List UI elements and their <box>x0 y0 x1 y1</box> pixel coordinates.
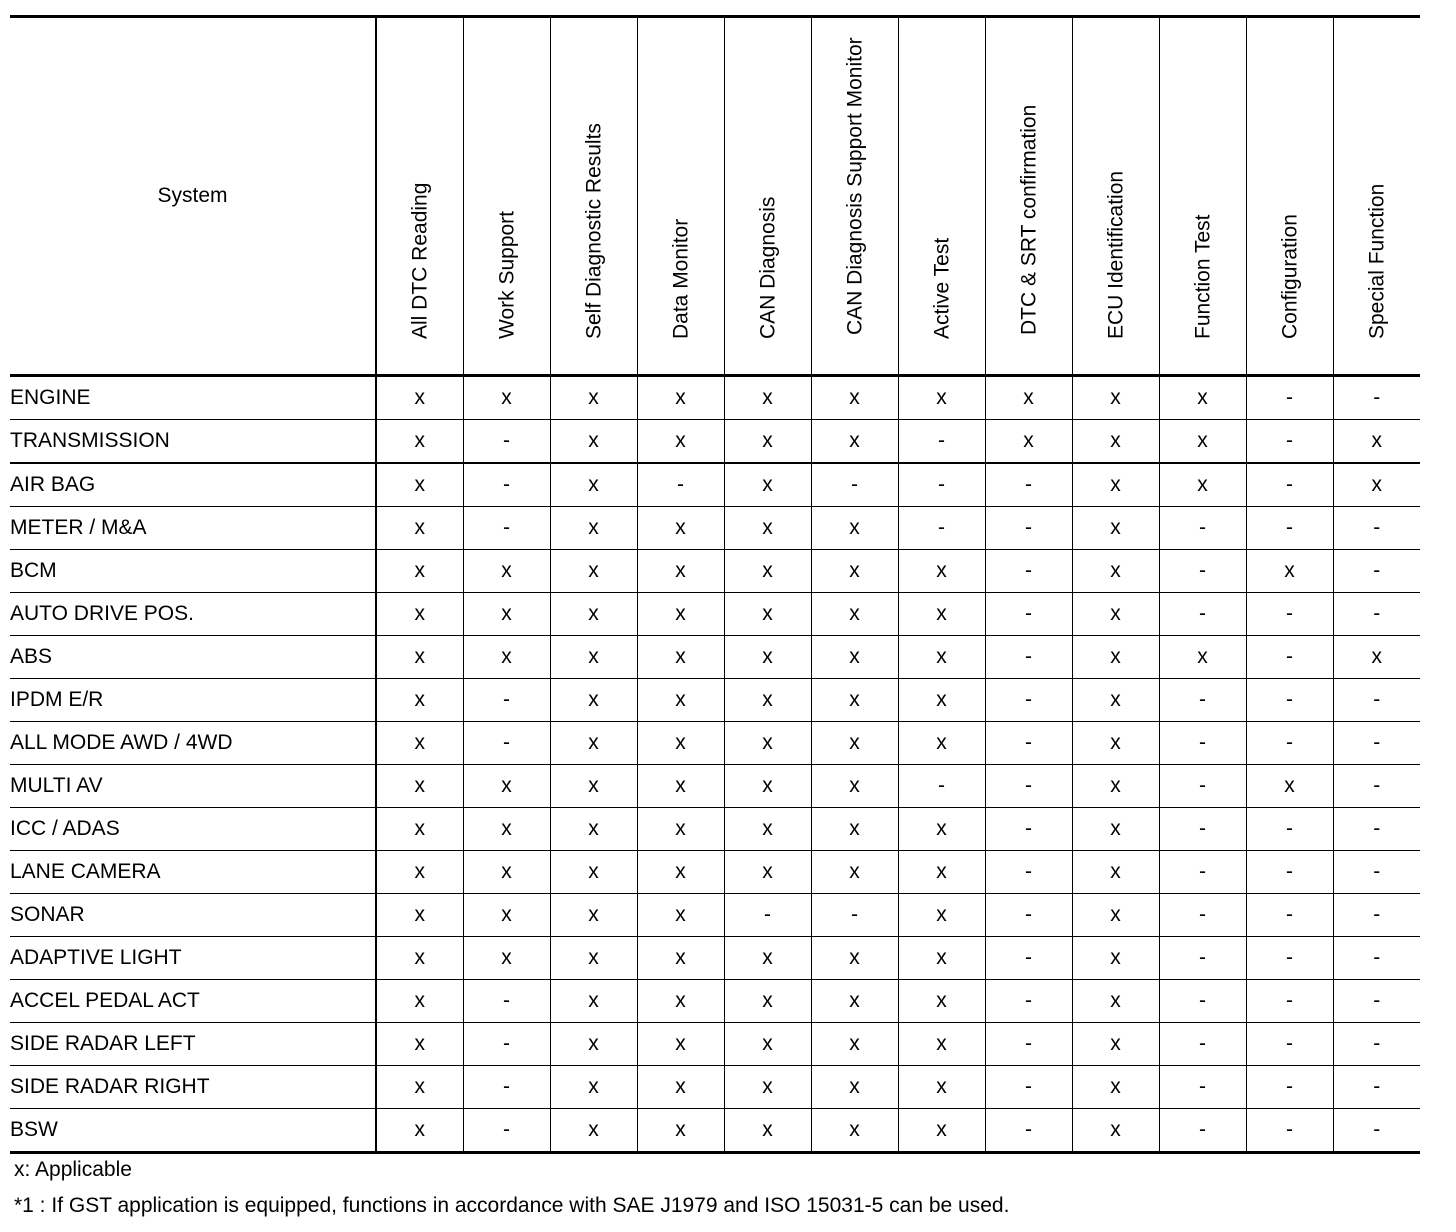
function-availability-cell: x <box>463 765 550 808</box>
function-availability-cell: x <box>1072 463 1159 507</box>
function-availability-cell: - <box>1159 550 1246 593</box>
function-availability-cell: x <box>550 894 637 937</box>
function-availability-cell: x <box>637 679 724 722</box>
function-availability-cell: x <box>376 1109 463 1153</box>
function-availability-cell: - <box>1246 463 1333 507</box>
function-availability-cell: x <box>1072 636 1159 679</box>
function-availability-cell: - <box>985 1023 1072 1066</box>
function-availability-cell: x <box>376 765 463 808</box>
column-header-ecu-identification: ECU Identification <box>1072 17 1159 376</box>
function-availability-cell: x <box>1072 376 1159 420</box>
function-availability-cell: x <box>550 507 637 550</box>
function-availability-cell: x <box>985 376 1072 420</box>
function-availability-cell: - <box>463 1023 550 1066</box>
function-availability-cell: - <box>898 765 985 808</box>
function-availability-cell: x <box>376 851 463 894</box>
function-availability-cell: - <box>1333 1023 1420 1066</box>
column-header-dtc-srt-confirmation: DTC & SRT confirmation <box>985 17 1072 376</box>
function-availability-cell: - <box>1159 1023 1246 1066</box>
function-availability-cell: - <box>463 463 550 507</box>
function-availability-cell: x <box>550 808 637 851</box>
function-availability-cell: - <box>1333 722 1420 765</box>
table-row <box>10 376 1420 420</box>
function-availability-cell: - <box>985 937 1072 980</box>
function-availability-cell: x <box>637 808 724 851</box>
function-availability-cell: x <box>898 980 985 1023</box>
table-row <box>10 894 1420 937</box>
function-availability-cell: x <box>1246 765 1333 808</box>
system-name-cell: TRANSMISSION <box>10 420 376 464</box>
function-availability-cell: - <box>985 636 1072 679</box>
function-availability-cell: x <box>898 894 985 937</box>
function-availability-cell: x <box>898 550 985 593</box>
function-availability-cell: x <box>724 593 811 636</box>
function-availability-cell: x <box>637 722 724 765</box>
function-availability-cell: x <box>463 376 550 420</box>
function-availability-cell: x <box>550 765 637 808</box>
function-availability-cell: x <box>1072 507 1159 550</box>
function-availability-cell: - <box>1159 679 1246 722</box>
function-availability-cell: - <box>1333 894 1420 937</box>
function-availability-cell: - <box>1159 894 1246 937</box>
function-availability-cell: x <box>1072 980 1159 1023</box>
table-row <box>10 1066 1420 1109</box>
column-header-self-diagnostic-results: Self Diagnostic Results <box>550 17 637 376</box>
function-availability-cell: x <box>811 507 898 550</box>
function-availability-cell: x <box>376 1066 463 1109</box>
function-availability-cell: - <box>724 894 811 937</box>
table-row <box>10 765 1420 808</box>
function-availability-cell: x <box>724 765 811 808</box>
column-header-can-diagnosis-support-monitor: CAN Diagnosis Support Monitor <box>811 17 898 376</box>
function-availability-cell: x <box>724 980 811 1023</box>
function-availability-cell: x <box>637 1023 724 1066</box>
function-availability-cell: - <box>1159 765 1246 808</box>
function-availability-cell: x <box>637 376 724 420</box>
function-availability-cell: - <box>1246 1109 1333 1153</box>
function-availability-cell: x <box>898 851 985 894</box>
table-row <box>10 463 1420 507</box>
function-availability-cell: x <box>898 376 985 420</box>
function-availability-cell: x <box>376 376 463 420</box>
table-row <box>10 507 1420 550</box>
function-availability-cell: - <box>1159 937 1246 980</box>
function-availability-cell: - <box>1159 851 1246 894</box>
function-availability-cell: x <box>811 980 898 1023</box>
function-availability-cell: - <box>463 507 550 550</box>
function-availability-cell: x <box>376 1023 463 1066</box>
function-availability-cell: x <box>898 722 985 765</box>
function-availability-cell: - <box>898 420 985 464</box>
function-availability-cell: x <box>985 420 1072 464</box>
function-availability-cell: x <box>1072 808 1159 851</box>
function-availability-cell: x <box>724 808 811 851</box>
function-availability-cell: x <box>898 1066 985 1109</box>
function-availability-cell: - <box>1246 980 1333 1023</box>
function-availability-cell: - <box>985 550 1072 593</box>
function-availability-cell: - <box>985 593 1072 636</box>
table-row <box>10 937 1420 980</box>
function-availability-cell: x <box>1072 550 1159 593</box>
function-availability-cell: x <box>376 937 463 980</box>
function-availability-cell: x <box>550 679 637 722</box>
function-availability-cell: x <box>898 937 985 980</box>
function-availability-cell: x <box>637 420 724 464</box>
column-header-active-test: Active Test <box>898 17 985 376</box>
table-row <box>10 722 1420 765</box>
function-availability-cell: x <box>550 636 637 679</box>
function-availability-cell: x <box>898 679 985 722</box>
function-availability-cell: x <box>376 550 463 593</box>
column-header-can-diagnosis: CAN Diagnosis <box>724 17 811 376</box>
function-availability-cell: x <box>550 1066 637 1109</box>
function-availability-cell: x <box>463 550 550 593</box>
function-availability-cell: x <box>1072 937 1159 980</box>
table-notes <box>14 1152 1009 1224</box>
function-availability-cell: - <box>1333 550 1420 593</box>
function-availability-cell: x <box>898 1109 985 1153</box>
function-availability-cell: x <box>724 1023 811 1066</box>
function-availability-cell: x <box>1333 636 1420 679</box>
function-availability-cell: x <box>724 420 811 464</box>
column-header-data-monitor: Data Monitor <box>637 17 724 376</box>
function-availability-cell: - <box>985 980 1072 1023</box>
function-availability-cell: - <box>1246 1066 1333 1109</box>
function-availability-cell: - <box>1333 765 1420 808</box>
function-availability-cell: - <box>1333 376 1420 420</box>
function-availability-cell: x <box>811 937 898 980</box>
table-row <box>10 1109 1420 1153</box>
function-availability-cell: x <box>1072 851 1159 894</box>
function-availability-cell: x <box>550 593 637 636</box>
column-header-all-dtc-reading: All DTC Reading <box>376 17 463 376</box>
table-row <box>10 636 1420 679</box>
function-availability-cell: x <box>811 765 898 808</box>
function-availability-cell: x <box>898 1023 985 1066</box>
function-availability-cell: x <box>724 722 811 765</box>
function-availability-cell: - <box>985 894 1072 937</box>
function-availability-cell: - <box>1333 593 1420 636</box>
table-row <box>10 851 1420 894</box>
function-availability-cell: - <box>1246 808 1333 851</box>
function-availability-cell: - <box>1246 1023 1333 1066</box>
function-availability-cell: x <box>1072 1023 1159 1066</box>
system-name-cell: BCM <box>10 550 376 593</box>
table-row <box>10 679 1420 722</box>
function-availability-cell: x <box>811 1109 898 1153</box>
function-availability-cell: x <box>550 851 637 894</box>
function-availability-cell: - <box>985 507 1072 550</box>
function-availability-cell: - <box>1159 593 1246 636</box>
function-availability-cell: - <box>985 1109 1072 1153</box>
function-availability-cell: x <box>811 851 898 894</box>
function-availability-cell: x <box>811 376 898 420</box>
function-availability-cell: x <box>637 507 724 550</box>
function-availability-cell: x <box>724 851 811 894</box>
function-availability-cell: x <box>811 1066 898 1109</box>
function-availability-cell: x <box>811 1023 898 1066</box>
function-availability-cell: x <box>637 765 724 808</box>
table-row <box>10 550 1420 593</box>
system-name-cell: ICC / ADAS <box>10 808 376 851</box>
system-name-cell: AIR BAG <box>10 463 376 507</box>
system-name-cell: IPDM E/R <box>10 679 376 722</box>
table-row <box>10 420 1420 464</box>
legend-note: x: Applicable <box>14 1158 132 1181</box>
function-availability-cell: x <box>811 550 898 593</box>
system-name-cell: SIDE RADAR RIGHT <box>10 1066 376 1109</box>
function-availability-cell: - <box>1246 376 1333 420</box>
function-availability-cell: x <box>1159 636 1246 679</box>
system-name-cell: ENGINE <box>10 376 376 420</box>
table-row <box>10 593 1420 636</box>
system-name-cell: MULTI AV <box>10 765 376 808</box>
function-availability-cell: - <box>463 1066 550 1109</box>
function-availability-cell: x <box>637 636 724 679</box>
function-availability-cell: - <box>1246 636 1333 679</box>
column-header-configuration: Configuration <box>1246 17 1333 376</box>
function-availability-cell: - <box>1333 1066 1420 1109</box>
function-availability-cell: - <box>1246 420 1333 464</box>
column-header-special-function: Special Function <box>1333 17 1420 376</box>
function-availability-cell: - <box>1159 808 1246 851</box>
function-availability-cell: - <box>1159 507 1246 550</box>
function-availability-cell: x <box>1333 420 1420 464</box>
system-name-cell: BSW <box>10 1109 376 1153</box>
function-availability-cell: x <box>1072 765 1159 808</box>
system-name-cell: ADAPTIVE LIGHT <box>10 937 376 980</box>
function-availability-cell: x <box>724 679 811 722</box>
function-availability-cell: x <box>724 937 811 980</box>
column-header-system: System <box>10 17 376 376</box>
footnote: *1 : If GST application is equipped, functions in accordance with SAE J1979 and ISO 15031-5 can be used. <box>14 1194 1010 1217</box>
function-availability-cell: x <box>550 420 637 464</box>
header-row <box>10 17 1420 376</box>
function-availability-cell: - <box>898 507 985 550</box>
function-availability-cell: x <box>898 636 985 679</box>
table-row <box>10 980 1420 1023</box>
function-availability-cell: x <box>376 636 463 679</box>
function-availability-cell: x <box>811 679 898 722</box>
function-availability-cell: - <box>811 463 898 507</box>
table-row <box>10 1023 1420 1066</box>
function-availability-cell: x <box>1072 894 1159 937</box>
function-availability-cell: - <box>637 463 724 507</box>
system-name-cell: AUTO DRIVE POS. <box>10 593 376 636</box>
function-availability-cell: x <box>898 808 985 851</box>
function-availability-cell: x <box>811 808 898 851</box>
function-availability-cell: x <box>1159 376 1246 420</box>
system-name-cell: SIDE RADAR LEFT <box>10 1023 376 1066</box>
column-header-function-test: Function Test <box>1159 17 1246 376</box>
function-availability-cell: x <box>1072 722 1159 765</box>
function-availability-cell: - <box>463 722 550 765</box>
function-availability-cell: x <box>1159 463 1246 507</box>
function-availability-cell: x <box>550 376 637 420</box>
function-availability-cell: x <box>1246 550 1333 593</box>
function-availability-cell: - <box>463 980 550 1023</box>
function-availability-cell: x <box>811 420 898 464</box>
function-availability-cell: - <box>1246 894 1333 937</box>
function-availability-cell: - <box>1246 593 1333 636</box>
system-name-cell: SONAR <box>10 894 376 937</box>
function-availability-cell: - <box>463 1109 550 1153</box>
function-availability-cell: x <box>811 636 898 679</box>
function-availability-cell: x <box>1072 679 1159 722</box>
function-availability-cell: - <box>463 679 550 722</box>
function-availability-cell: x <box>637 593 724 636</box>
function-availability-cell: - <box>1159 1109 1246 1153</box>
function-availability-cell: - <box>1333 1109 1420 1153</box>
function-availability-cell: x <box>724 463 811 507</box>
function-availability-cell: x <box>376 420 463 464</box>
function-availability-cell: - <box>1246 851 1333 894</box>
function-availability-cell: - <box>1333 679 1420 722</box>
function-availability-cell: x <box>637 1109 724 1153</box>
function-availability-cell: x <box>376 980 463 1023</box>
function-availability-cell: x <box>463 636 550 679</box>
function-availability-cell: x <box>637 980 724 1023</box>
function-availability-cell: x <box>550 463 637 507</box>
function-availability-cell: x <box>724 1066 811 1109</box>
function-availability-cell: - <box>1333 808 1420 851</box>
function-availability-cell: - <box>985 679 1072 722</box>
function-availability-cell: x <box>1072 1066 1159 1109</box>
function-availability-cell: - <box>1246 722 1333 765</box>
function-availability-cell: x <box>463 894 550 937</box>
system-name-cell: ACCEL PEDAL ACT <box>10 980 376 1023</box>
function-availability-cell: x <box>550 980 637 1023</box>
function-availability-cell: - <box>1333 980 1420 1023</box>
function-availability-cell: - <box>1159 980 1246 1023</box>
function-availability-cell: x <box>376 593 463 636</box>
function-availability-cell: x <box>724 550 811 593</box>
function-availability-cell: x <box>724 1109 811 1153</box>
function-availability-cell: x <box>376 808 463 851</box>
function-availability-cell: x <box>637 937 724 980</box>
function-availability-cell: x <box>811 722 898 765</box>
function-availability-cell: x <box>463 937 550 980</box>
function-availability-cell: x <box>376 507 463 550</box>
function-availability-cell: x <box>811 593 898 636</box>
function-availability-cell: x <box>1072 593 1159 636</box>
function-availability-cell: x <box>376 722 463 765</box>
function-availability-cell: - <box>985 765 1072 808</box>
function-availability-cell: - <box>811 894 898 937</box>
table-row <box>10 808 1420 851</box>
function-availability-cell: - <box>1333 507 1420 550</box>
diagnostic-function-table <box>10 15 1420 1154</box>
function-availability-cell: x <box>550 550 637 593</box>
function-availability-cell: x <box>550 1023 637 1066</box>
function-availability-cell: x <box>376 679 463 722</box>
system-name-cell: LANE CAMERA <box>10 851 376 894</box>
function-availability-cell: - <box>463 420 550 464</box>
function-availability-cell: x <box>1072 1109 1159 1153</box>
table-body <box>10 376 1420 1153</box>
function-availability-cell: x <box>637 550 724 593</box>
function-availability-cell: x <box>550 1109 637 1153</box>
function-availability-cell: x <box>637 851 724 894</box>
function-availability-cell: x <box>724 507 811 550</box>
function-availability-cell: x <box>724 376 811 420</box>
function-availability-cell: x <box>898 593 985 636</box>
function-availability-cell: x <box>1159 420 1246 464</box>
function-availability-cell: x <box>1333 463 1420 507</box>
function-availability-cell: x <box>550 937 637 980</box>
function-availability-cell: x <box>550 722 637 765</box>
system-name-cell: ABS <box>10 636 376 679</box>
function-availability-cell: x <box>463 851 550 894</box>
function-availability-cell: x <box>376 894 463 937</box>
function-availability-cell: x <box>463 808 550 851</box>
function-availability-cell: - <box>1246 679 1333 722</box>
function-availability-cell: - <box>1159 722 1246 765</box>
system-name-cell: METER / M&A <box>10 507 376 550</box>
function-availability-cell: x <box>637 1066 724 1109</box>
function-availability-cell: x <box>376 463 463 507</box>
column-header-work-support: Work Support <box>463 17 550 376</box>
function-availability-cell: - <box>985 851 1072 894</box>
function-availability-cell: - <box>985 463 1072 507</box>
function-availability-cell: - <box>985 808 1072 851</box>
function-availability-cell: - <box>1333 937 1420 980</box>
function-availability-cell: - <box>1333 851 1420 894</box>
function-availability-cell: x <box>1072 420 1159 464</box>
function-availability-cell: - <box>1159 1066 1246 1109</box>
function-availability-cell: - <box>1246 507 1333 550</box>
function-availability-cell: - <box>985 722 1072 765</box>
function-availability-cell: - <box>985 1066 1072 1109</box>
system-name-cell: ALL MODE AWD / 4WD <box>10 722 376 765</box>
function-availability-cell: x <box>463 593 550 636</box>
function-availability-cell: x <box>724 636 811 679</box>
function-availability-cell: - <box>1246 937 1333 980</box>
function-availability-cell: - <box>898 463 985 507</box>
function-availability-cell: x <box>637 894 724 937</box>
